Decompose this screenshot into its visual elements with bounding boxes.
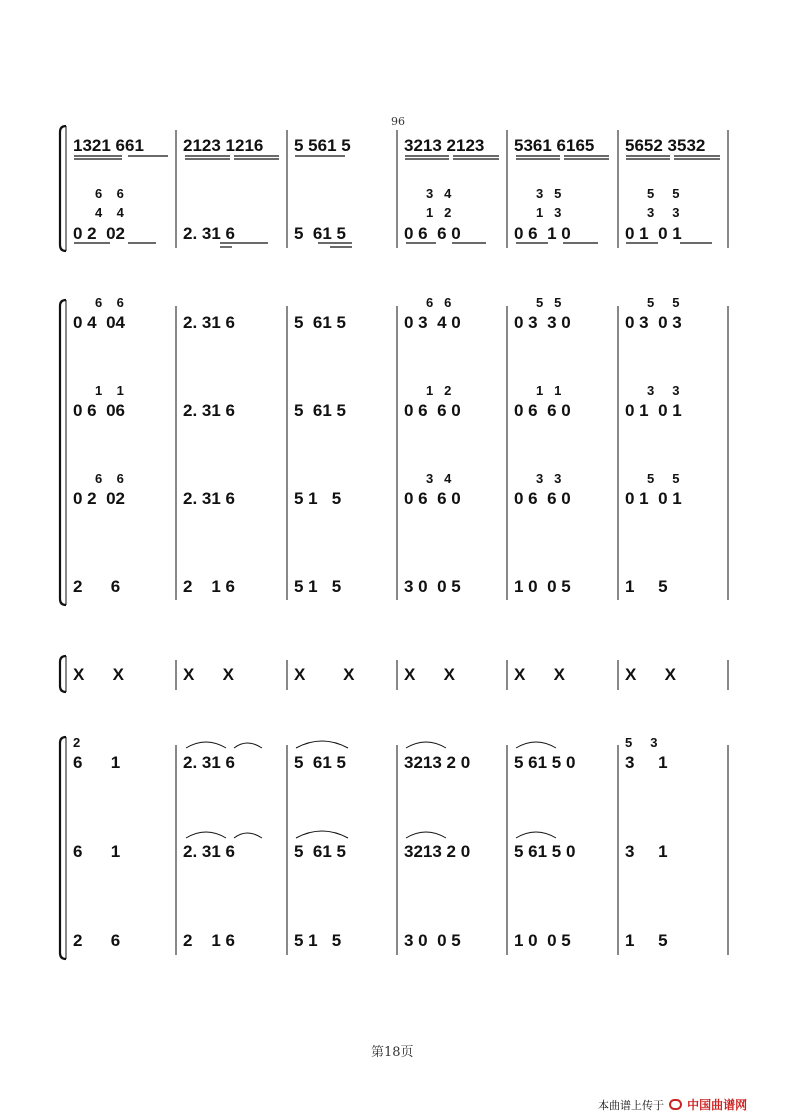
page-number: 第18页 <box>371 1045 414 1060</box>
measure-6: 5652 3532 <box>625 136 706 155</box>
measure-5: 5361 6165 <box>514 136 595 155</box>
staff-4a-upper: 2 5 3 <box>73 735 658 750</box>
staff-2b-upper: 1 1 1 2 1 1 3 3 <box>95 383 680 398</box>
staff-2d-bass: 2 6 2 1 6 5 1 5 3 0 0 5 1 0 0 5 1 5 <box>73 577 668 596</box>
staff-accompaniment: 0 2 02 2. 31 6 5 61 5 0 6 6 0 0 6 1 0 0 1 0 1 <box>73 224 682 243</box>
staff-2c-upper: 6 6 3 4 3 3 5 5 <box>95 471 680 486</box>
measure-4: 3213 2123 <box>404 136 485 155</box>
staff-2c: 0 2 02 2. 31 6 5 1 5 0 6 6 0 0 6 6 0 0 1 0 1 <box>73 489 682 508</box>
staff-4b: 6 1 2. 31 6 5 61 5 3213 2 0 5 61 5 0 3 1 <box>73 842 668 861</box>
staff-melody <box>73 137 735 154</box>
staff-harmony-mid: 4 4 1 2 1 3 3 3 <box>95 205 680 220</box>
site-logo-text: 中国曲谱网 <box>687 1098 748 1112</box>
site-logo-icon <box>669 1099 682 1110</box>
staff-4c-bass: 2 6 2 1 6 5 1 5 3 0 0 5 1 0 0 5 1 5 <box>73 931 668 950</box>
measure-3: 5 561 5 <box>294 136 351 155</box>
system-2-bracket <box>60 300 66 605</box>
staff-4a: 6 1 2. 31 6 5 61 5 3213 2 0 5 61 5 0 3 1 <box>73 753 668 772</box>
system-4-bracket <box>60 737 66 959</box>
measure-2: 2123 1216 <box>183 136 264 155</box>
measure-number: 96 <box>391 115 405 128</box>
system-1-bracket <box>60 126 66 251</box>
staff-2a-upper: 6 6 6 6 5 5 5 5 <box>95 295 680 310</box>
staff-2b: 0 6 06 2. 31 6 5 61 5 0 6 6 0 0 6 6 0 0 1 0 1 <box>73 401 682 420</box>
upload-credit <box>598 1099 747 1112</box>
staff-2a: 0 4 04 2. 31 6 5 61 5 0 3 4 0 0 3 3 0 0 3 0 3 <box>73 313 682 332</box>
staff-percussion: X X X X X X X X X X X X <box>73 665 677 684</box>
measure-1: 1321 661 <box>73 136 144 155</box>
upload-credit-prefix: 本曲谱上传于 <box>598 1100 664 1112</box>
system-3-bracket <box>60 656 66 692</box>
staff-harmony-upper: 6 6 3 4 3 5 5 5 <box>95 186 680 201</box>
